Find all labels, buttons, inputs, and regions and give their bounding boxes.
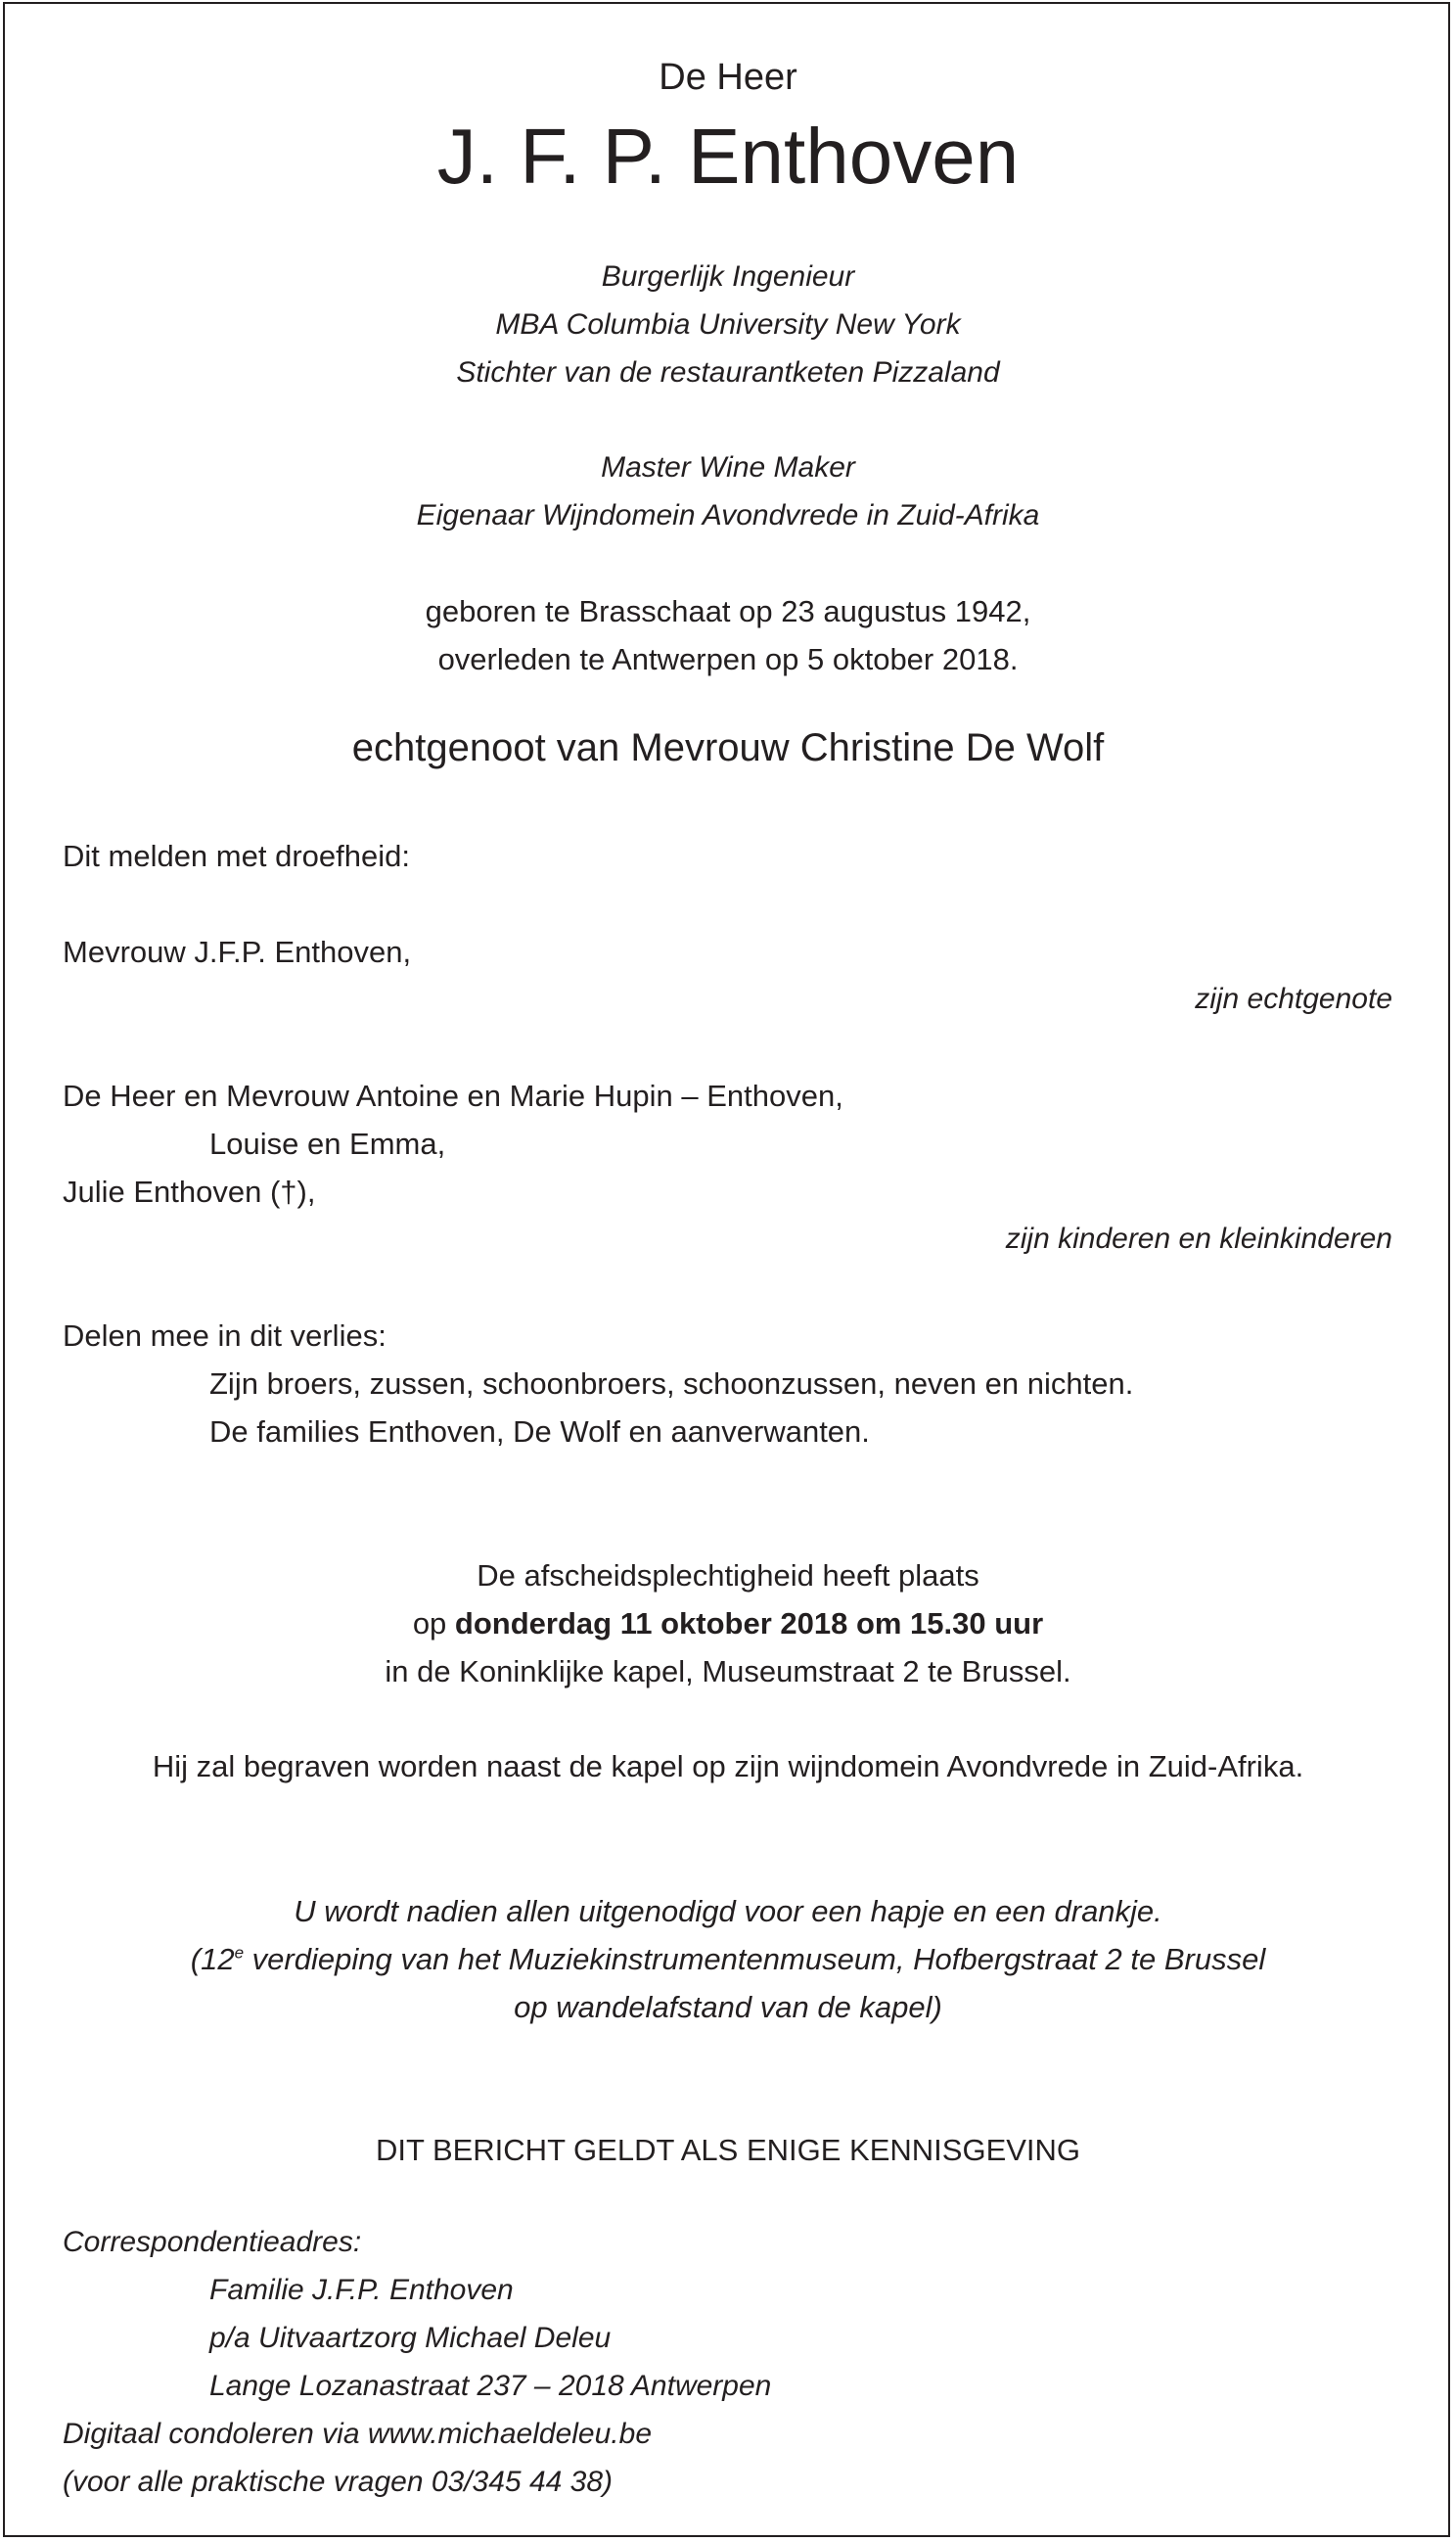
correspondence-line: Familie J.F.P. Enthoven [209,2274,514,2306]
ceremony-date: donderdag 11 oktober 2018 om 15.30 uur [454,1606,1044,1641]
share-line: Zijn broers, zussen, schoonbroers, schoonzussen, neven en nichten. [209,1366,1134,1401]
ceremony-date-prefix: op [412,1606,455,1641]
share-intro: Delen mee in dit verlies: [63,1318,387,1353]
ceremony-date-line [0,1608,1456,1639]
reception-line: op wandelafstand van de kapel) [514,1990,942,2024]
title-line: Burgerlijk Ingenieur [601,260,855,293]
practical-contact: (voor alle praktische vragen 03/345 44 38) [63,2466,614,2498]
announcement-intro: Dit melden met droefheid: [63,839,410,873]
children-line: De Heer en Mevrouw Antoine en Marie Hupin – Enthoven, [63,1079,843,1113]
condolence-link[interactable]: Digitaal condoleren via www.michaeldeleu.be [63,2418,653,2450]
title-line: Master Wine Maker [601,451,855,484]
burial-line: Hij zal begraven worden naast de kapel op zijn wijndomein Avondvrede in Zuid-Afrika. [152,1749,1304,1783]
correspondence-line: p/a Uitvaartzorg Michael Deleu [209,2322,612,2354]
grandchildren-line: Louise en Emma, [209,1127,446,1161]
reception-ordinal: e [234,1943,245,1963]
wife-role: zijn echtgenote [1195,983,1392,1015]
children-role: zijn kinderen en kleinkinderen [1005,1223,1392,1255]
notice-line: DIT BERICHT GELDT ALS ENIGE KENNISGEVING [375,2133,1081,2167]
children-line: Julie Enthoven (†), [63,1175,316,1209]
reception-location [0,1944,1456,1974]
reception-rest: verdieping van het Muziekinstrumentenmuseum, Hofbergstraat 2 te Brussel [244,1942,1266,1976]
title-line: Stichter van de restaurantketen Pizzaland [456,356,1000,389]
deceased-name: J. F. P. Enthoven [436,113,1020,200]
share-line: De families Enthoven, De Wolf en aanverwanten. [209,1414,870,1449]
death-line: overleden te Antwerpen op 5 oktober 2018. [437,642,1019,676]
correspondence-label: Correspondentieadres: [63,2226,362,2258]
title-line: MBA Columbia University New York [495,308,961,341]
reception-prefix: (12 [190,1942,235,1976]
honorific: De Heer [659,57,797,98]
reception-line: U wordt nadien allen uitgenodigd voor een hapje en een drankje. [294,1894,1162,1928]
spouse-line: echtgenoot van Mevrouw Christine De Wolf [351,726,1105,769]
correspondence-line: Lange Lozanastraat 237 – 2018 Antwerpen [209,2370,772,2402]
wife-line: Mevrouw J.F.P. Enthoven, [63,935,412,969]
ceremony-line: De afscheidsplechtigheid heeft plaats [477,1558,979,1593]
title-line: Eigenaar Wijndomein Avondvrede in Zuid-Afrika [416,499,1040,532]
birth-line: geboren te Brasschaat op 23 augustus 1942, [425,594,1031,628]
ceremony-location: in de Koninklijke kapel, Museumstraat 2 te Brussel. [385,1654,1071,1688]
